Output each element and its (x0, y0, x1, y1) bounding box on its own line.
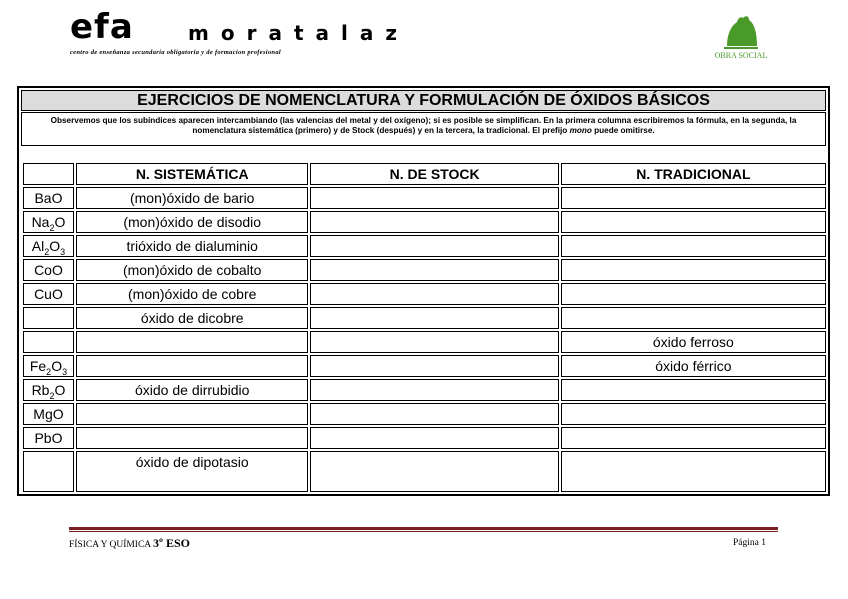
formula-cell[interactable] (23, 307, 74, 329)
stock-cell[interactable] (310, 403, 558, 425)
sistematica-cell[interactable]: óxido de dicobre (76, 307, 309, 329)
table-row (23, 283, 826, 305)
school-subtitle: centro de enseñanza secundaria obligatoria y de formacion profesional (70, 49, 282, 56)
formula-symbol: O (49, 238, 61, 254)
efa-logo: efa (70, 7, 134, 47)
sistematica-cell[interactable] (76, 331, 309, 353)
table-header-row (23, 163, 826, 185)
tradicional-cell[interactable] (561, 307, 826, 329)
formula-symbol: O (51, 430, 63, 446)
footer-rule-thin (69, 531, 778, 532)
tradicional-cell[interactable] (561, 259, 826, 281)
formula-cell[interactable] (23, 355, 74, 377)
table-row (23, 187, 826, 209)
sistematica-cell[interactable] (76, 403, 309, 425)
header-sistematica: N. SISTEMÁTICA (76, 163, 309, 185)
stock-cell[interactable] (310, 211, 558, 233)
table-row (23, 355, 826, 377)
formula-subscript: 2 (49, 222, 55, 233)
formula-symbol: Ba (34, 190, 52, 206)
sistematica-cell[interactable]: óxido de dirrubidio (76, 379, 309, 401)
sheet-title: EJERCICIOS DE NOMENCLATURA Y FORMULACIÓN DE ÓXIDOS BÁSICOS (21, 90, 826, 111)
footer-course: 3º ESO (153, 536, 190, 550)
stock-cell[interactable] (310, 187, 558, 209)
header-formula (23, 163, 74, 185)
sheet-instructions: Observemos que los subíndices aparecen intercambiando (las valencias del metal y del oxígeno); si es posible se simplifican. En la primera columna escribiremos la fórmula, en la segunda, la nomenclatura sistemática (primero) y de Stock (después) y en la tercera, la tradicional. El prefijo mono puede omitirse. (21, 112, 826, 146)
stock-cell[interactable] (310, 379, 558, 401)
tradicional-cell[interactable] (561, 451, 826, 492)
stock-cell[interactable] (310, 355, 558, 377)
stock-cell[interactable] (310, 307, 558, 329)
formula-cell[interactable] (23, 403, 74, 425)
stock-cell[interactable] (310, 331, 558, 353)
obra-social-label: OBRA SOCIAL (714, 51, 768, 60)
table-row (23, 259, 826, 281)
sistematica-cell[interactable]: (mon)óxido de cobalto (76, 259, 309, 281)
footer-page-number: Página 1 (733, 538, 766, 548)
footer-rule (69, 527, 778, 530)
stock-cell[interactable] (310, 451, 558, 492)
formula-symbol: Cu (34, 286, 52, 302)
stock-cell[interactable] (310, 259, 558, 281)
formula-symbol: Al (31, 238, 45, 254)
formula-symbol: O (51, 190, 63, 206)
formula-symbol: Rb (31, 382, 50, 398)
table-row (23, 403, 826, 425)
table-row (23, 379, 826, 401)
formula-subscript: 2 (44, 246, 50, 257)
sistematica-cell[interactable]: (mon)óxido de cobre (76, 283, 309, 305)
exercise-sheet (17, 86, 830, 496)
formula-symbol: Co (34, 262, 52, 278)
formula-cell[interactable] (23, 211, 74, 233)
sistematica-cell[interactable]: (mon)óxido de bario (76, 187, 309, 209)
formula-cell[interactable] (23, 379, 74, 401)
school-name: moratalaz (188, 21, 409, 45)
oxides-table (21, 161, 828, 494)
formula-symbol: O (51, 286, 63, 302)
tradicional-cell[interactable] (561, 427, 826, 449)
formula-symbol: O (51, 262, 63, 278)
formula-cell[interactable] (23, 331, 74, 353)
formula-cell[interactable] (23, 451, 74, 492)
formula-subscript: 2 (46, 366, 52, 377)
formula-cell[interactable] (23, 283, 74, 305)
table-row (23, 427, 826, 449)
formula-cell[interactable] (23, 427, 74, 449)
formula-symbol: O (54, 382, 66, 398)
formula-symbol: Pb (34, 430, 52, 446)
tradicional-cell[interactable]: óxido ferroso (561, 331, 826, 353)
header-tradicional: N. TRADICIONAL (561, 163, 826, 185)
footer-subject: FÍSICA Y QUÍMICA 3º ESO (69, 536, 190, 550)
sistematica-cell[interactable]: óxido de dipotasio (76, 451, 309, 492)
tradicional-cell[interactable] (561, 187, 826, 209)
formula-symbol: O (52, 406, 64, 422)
sistematica-cell[interactable]: trióxido de dialuminio (76, 235, 309, 257)
formula-symbol: Fe (29, 358, 47, 374)
table-row (23, 235, 826, 257)
table-row (23, 331, 826, 353)
stock-cell[interactable] (310, 427, 558, 449)
formula-subscript: 3 (60, 246, 66, 257)
formula-cell[interactable] (23, 259, 74, 281)
tradicional-cell[interactable] (561, 235, 826, 257)
tradicional-cell[interactable] (561, 403, 826, 425)
table-row (23, 451, 826, 492)
sistematica-cell[interactable] (76, 355, 309, 377)
table-row (23, 211, 826, 233)
table-row (23, 307, 826, 329)
bear-icon (721, 12, 761, 50)
header-stock: N. DE STOCK (310, 163, 558, 185)
tradicional-cell[interactable]: óxido férrico (561, 355, 826, 377)
formula-cell[interactable] (23, 187, 74, 209)
tradicional-cell[interactable] (561, 211, 826, 233)
formula-subscript: 2 (49, 390, 55, 401)
sistematica-cell[interactable]: (mon)óxido de disodio (76, 211, 309, 233)
tradicional-cell[interactable] (561, 283, 826, 305)
obra-social-logo (706, 12, 776, 60)
formula-symbol: O (54, 214, 66, 230)
stock-cell[interactable] (310, 283, 558, 305)
formula-subscript: 3 (62, 366, 68, 377)
formula-cell[interactable] (23, 235, 74, 257)
formula-symbol: Na (31, 214, 50, 230)
formula-symbol: O (51, 358, 63, 374)
formula-symbol: Mg (33, 406, 53, 422)
tradicional-cell[interactable] (561, 379, 826, 401)
stock-cell[interactable] (310, 235, 558, 257)
sistematica-cell[interactable] (76, 427, 309, 449)
